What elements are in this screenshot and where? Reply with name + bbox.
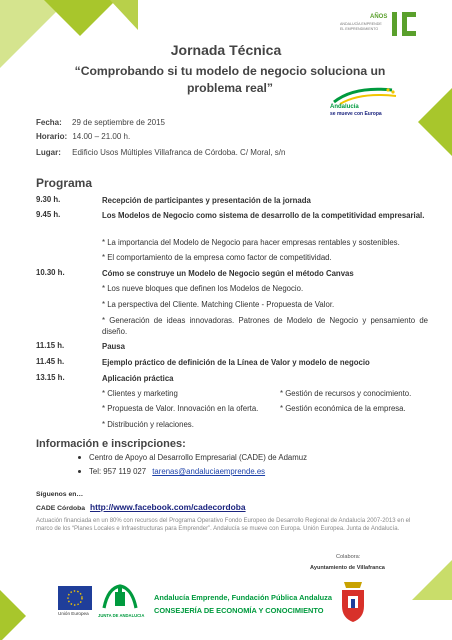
program-item-text: Pausa <box>102 342 125 351</box>
place-row <box>36 148 285 157</box>
footer-emprende-line1: Andalucía Emprende, Fundación Pública Andaluza <box>154 593 332 602</box>
program-item-time: 13.15 h. <box>36 373 65 382</box>
program-bullet: * La importancia del Modelo de Negocio para hacer empresas rentables y sostenibles. <box>102 238 400 247</box>
program-item <box>36 373 428 385</box>
place-value: Edificio Usos Múltiples Villafranca de Córdoba. C/ Moral, s/n <box>72 148 286 157</box>
junta-label: JUNTA DE ANDALUCIA <box>98 613 145 618</box>
program-bullet: * Generación de ideas innovadoras. Patrones de Modelo de Negocio y pensamiento de diseño. <box>102 316 428 336</box>
program-bullet: * El comportamiento de la empresa como factor de competitividad. <box>102 253 332 262</box>
anniversary-tagline: ANDALUCÍA EMPRENDE EL EMPRENDIMIENTO <box>340 22 382 31</box>
andalucia-logo-line1: Andalucía <box>330 104 359 110</box>
program-bullet: * Propuesta de Valor. Innovación en la oferta. <box>102 404 259 413</box>
date-value: 29 de septiembre de 2015 <box>72 118 165 127</box>
funding-note: Actuación financiada en un 80% con recursos del Programa Operativo Fondo Europeo de Desarrollo Regional de Andalucía 2007-2013 en el marco de los “Planes Locales e Infraestructuras para Emprender”. Andalucía se mueve con Europa. Unión Europea. Junta de Andalucía. <box>36 518 411 532</box>
time-label: Horario: <box>36 132 68 141</box>
program-bullet: * Los nueve bloques que definen los Modelos de Negocio. <box>102 284 304 293</box>
junta-andalucia-emblem-icon <box>98 582 142 612</box>
program-item-time: 10.30 h. <box>36 268 65 277</box>
corner-triangle-top-left <box>44 0 116 36</box>
corner-triangle-right-mid <box>418 88 452 156</box>
andalucia-logo-line2: se mueve con Europa <box>330 111 382 117</box>
anniversary-years-label: AÑOS <box>370 14 388 20</box>
junta-andalucia-logo <box>98 582 145 622</box>
program-heading: Programa <box>36 176 93 190</box>
program-item <box>36 357 428 369</box>
program-item-time: 9.45 h. <box>36 210 61 219</box>
page-title: Jornada Técnica <box>170 42 282 58</box>
contact-center: Centro de Apoyo al Desarrollo Empresarial (CADE) de Adamuz <box>89 453 307 462</box>
program-bullet: * Gestión económica de la empresa. <box>280 404 406 413</box>
eu-logo <box>58 586 92 622</box>
date-row <box>36 118 165 127</box>
facebook-link[interactable]: http://www.facebook.com/cadecordoba <box>89 502 246 512</box>
footer-consejeria-line2: CONSEJERÍA DE ECONOMÍA Y CONOCIMIENTO <box>154 606 324 615</box>
contact-phone: Tel: 957 119 027 <box>89 467 147 476</box>
collab-label: Colabora: <box>336 554 361 560</box>
program-item-text: Los Modelos de Negocio como sistema de desarrollo de la competitividad empresarial. <box>102 211 425 220</box>
andalucia-europa-logo <box>330 86 400 120</box>
program-bullet: * Clientes y marketing <box>102 389 178 398</box>
eu-flag-icon <box>58 586 92 610</box>
program-item-time: 9.30 h. <box>36 195 61 204</box>
time-row <box>36 132 130 141</box>
program-item-text: Recepción de participantes y presentación de la jornada <box>102 196 311 205</box>
contact-phone-item <box>78 467 265 476</box>
corner-triangle-right-low <box>412 560 452 600</box>
program-bullet: * Gestión de recursos y conocimiento. <box>280 389 412 398</box>
program-item <box>36 268 428 280</box>
program-item-time: 11.45 h. <box>36 357 65 366</box>
program-item-text: Cómo se construye un Modelo de Negocio según el método Canvas <box>102 269 354 278</box>
program-item-time: 11.15 h. <box>36 341 65 350</box>
program-bullet: * La perspectiva del Cliente. Matching Cliente - Propuesta de Valor. <box>102 300 335 309</box>
program-bullet: * Distribución y relaciones. <box>102 420 194 429</box>
follow-label: Síguenos en… <box>36 491 84 498</box>
coat-of-arms-icon <box>338 578 368 624</box>
contact-center-item <box>78 453 307 462</box>
andalucia-stripes-icon <box>330 86 400 106</box>
contact-heading: Información e inscripciones: <box>36 438 186 450</box>
villafranca-coat-of-arms <box>338 578 368 624</box>
eu-label: Unión Europea <box>58 611 89 616</box>
bullet-dot-icon <box>78 456 81 459</box>
page-subtitle: “Comprobando si tu modelo de negocio soluciona un problema real” <box>74 64 386 95</box>
program-item <box>36 195 428 207</box>
anniversary-logo <box>340 10 422 44</box>
date-label: Fecha: <box>36 118 62 127</box>
follow-prefix: CADE Córdoba <box>36 505 86 512</box>
corner-triangle-bottom-left <box>0 590 26 640</box>
place-label: Lugar: <box>36 148 61 157</box>
time-value: 14.00 – 21.00 h. <box>72 132 131 141</box>
corner-triangle-top-mid <box>110 0 138 30</box>
bullet-dot-icon <box>78 470 81 473</box>
follow-row <box>36 502 246 512</box>
contact-email-link[interactable]: tarenas@andaluciaemprende.es <box>152 467 266 476</box>
program-item-text: Aplicación práctica <box>102 374 174 383</box>
program-item-text: Ejemplo práctico de definición de la Línea de Valor y modelo de negocio <box>102 358 370 367</box>
program-item <box>36 341 428 353</box>
collab-name: Ayuntamiento de Villafranca <box>310 565 385 571</box>
program-item <box>36 210 428 234</box>
